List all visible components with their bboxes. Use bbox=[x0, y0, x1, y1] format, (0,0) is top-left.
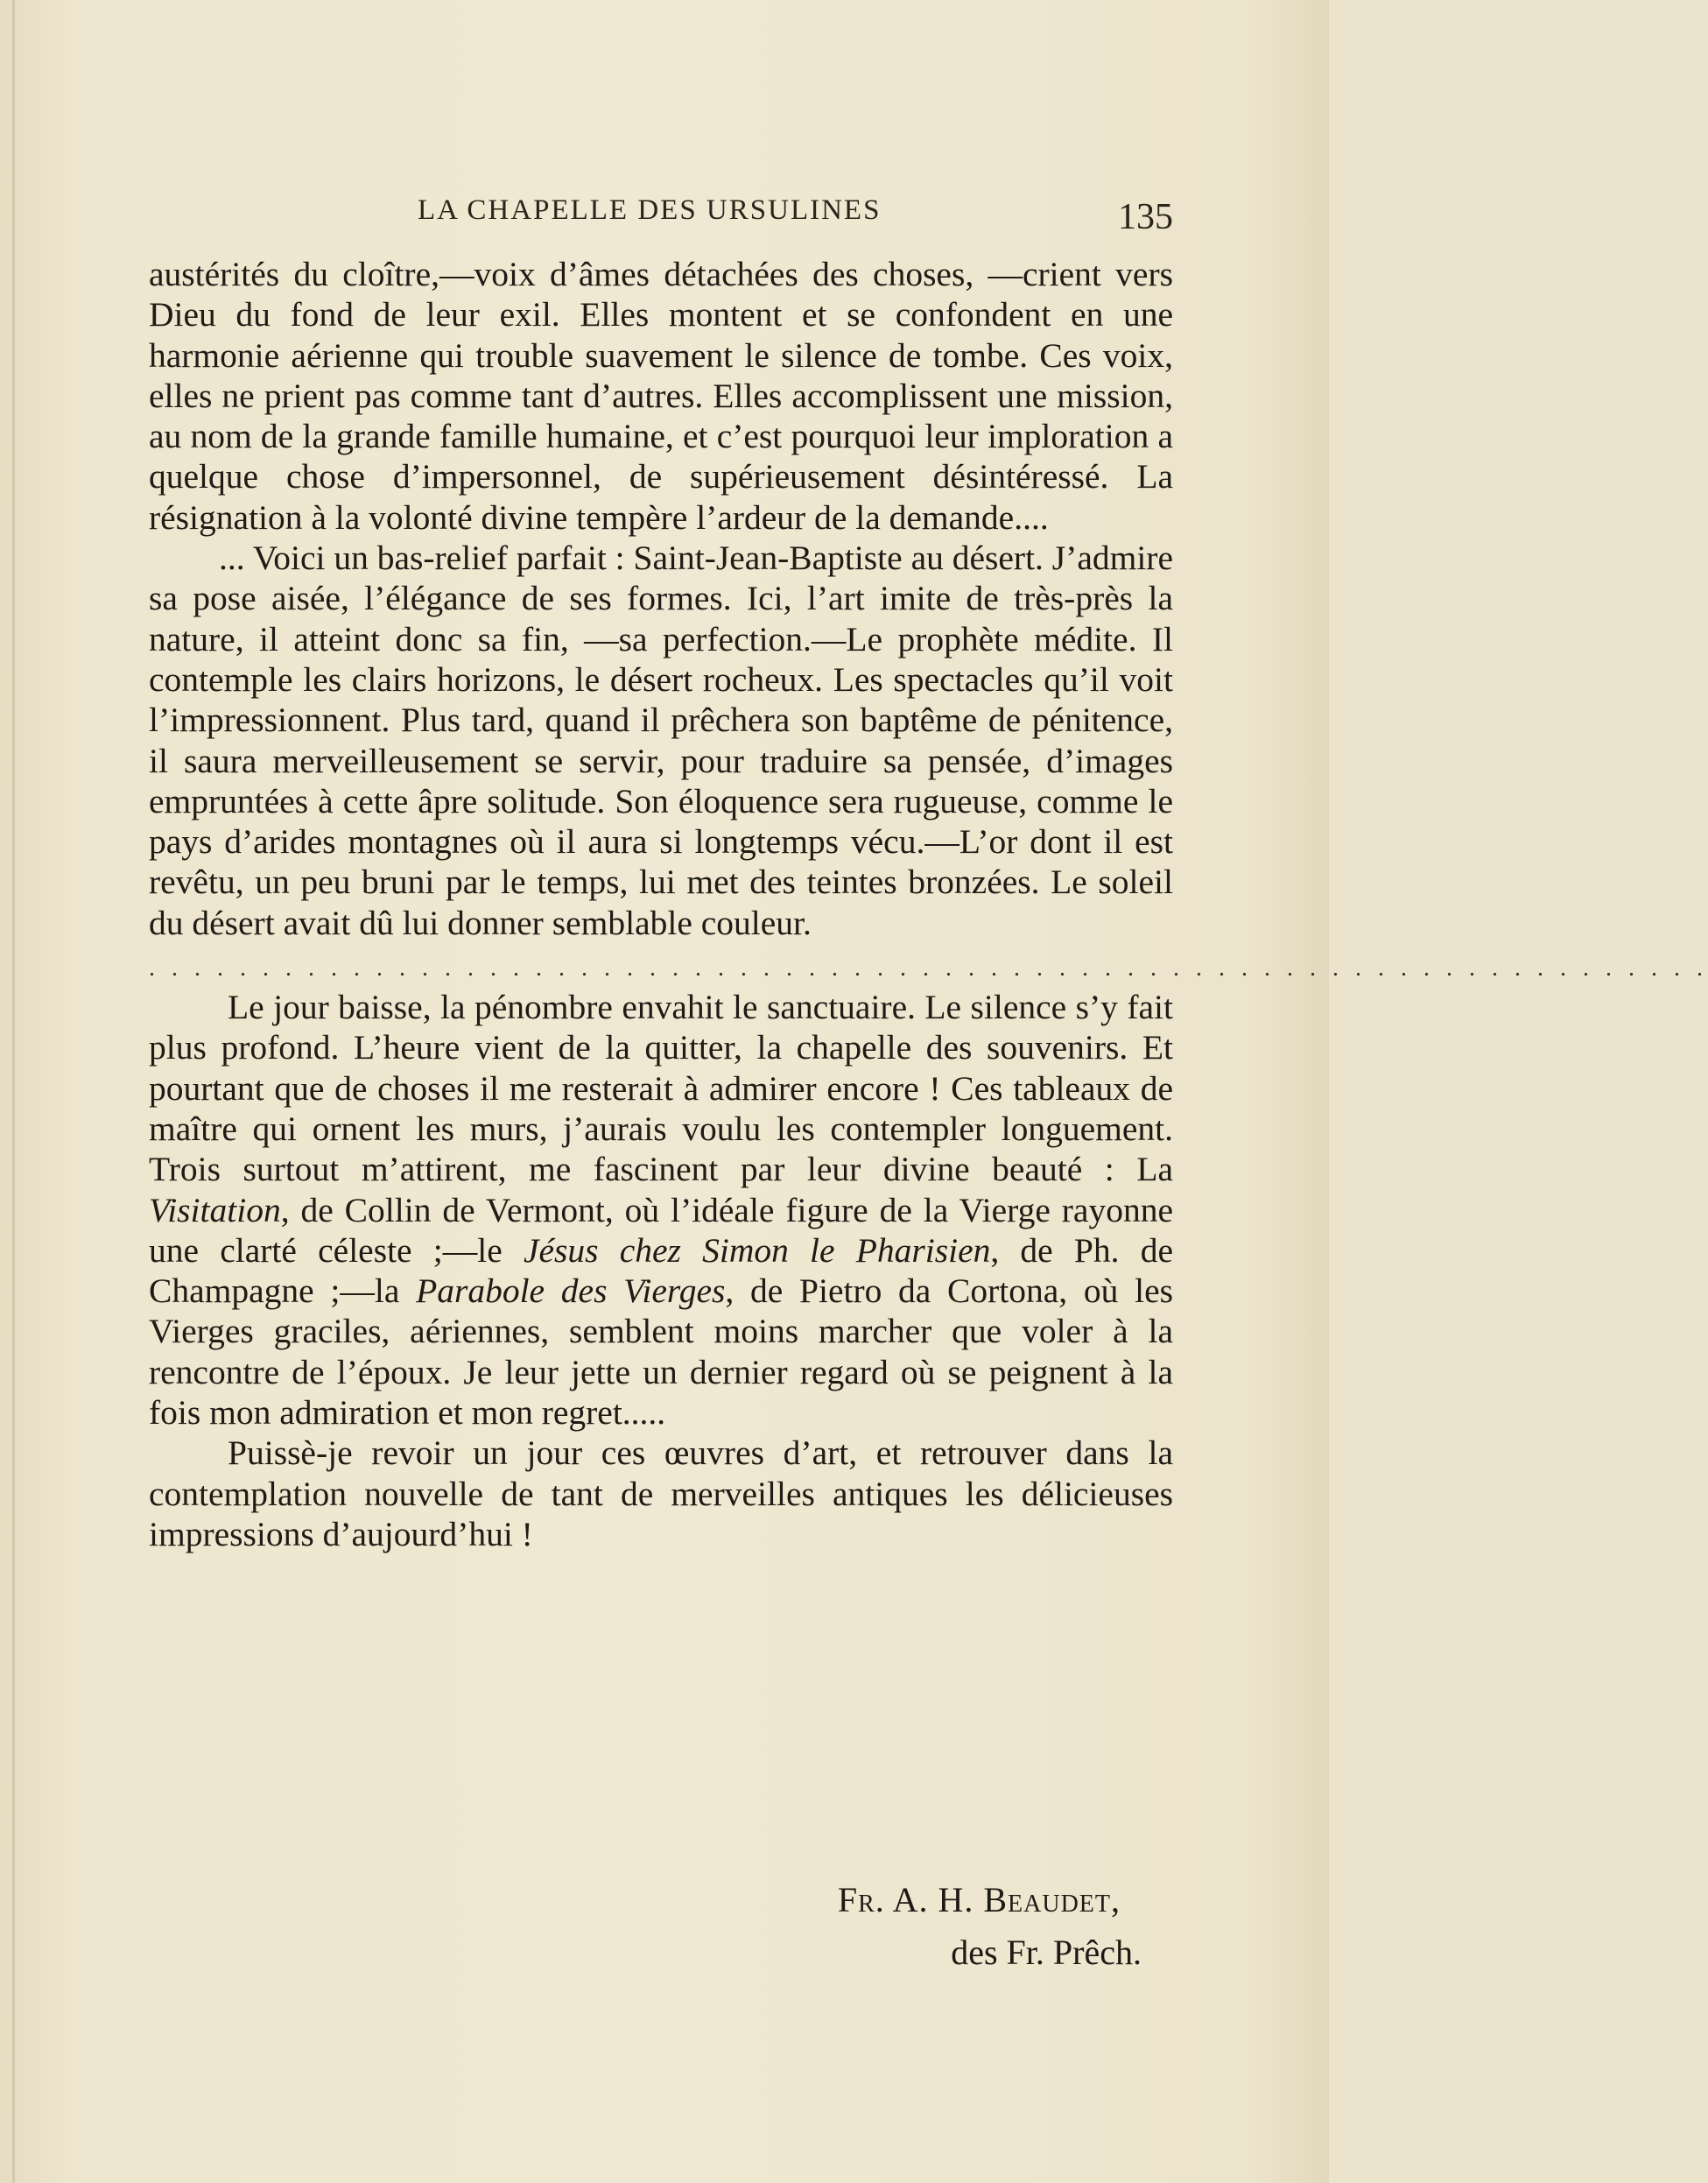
paintings-text-c: , de Ph. de Champagne ;—la bbox=[149, 1230, 1173, 1311]
page-number: 135 bbox=[1118, 197, 1173, 237]
page-header bbox=[149, 194, 1173, 238]
paragraph-cloister-voices: austérités du cloître,—voix d’âmes détachées des choses, —crient vers Dieu du fond de leur exil. Elles montent et se confondent en une harmonie aérienne qui trouble suavement le silence de tombe. Ces voix, elles ne prient pas comme tant d’autres. Elles accomplissent une mission, au nom de la grande famille humaine, et c’est pourquoi leur imploration a quelque chose d’impersonnel, de supérieusement désintéressé. La résignation à la volonté divine tempère l’ardeur de la demande.... bbox=[149, 255, 1173, 537]
author-name: Fr. A. H. Beaudet, bbox=[837, 1880, 1121, 1919]
article-body bbox=[149, 254, 1708, 1554]
running-title: LA CHAPELLE DES URSULINES bbox=[418, 194, 882, 226]
title-visitation: Visitation bbox=[149, 1190, 281, 1229]
paragraph-bas-relief: ... Voici un bas-relief parfait : Saint-Jean-Baptiste au désert. J’admire sa pose aisée, l’élégance de ses formes. Ici, l’art imite de très-près la nature, il atteint donc sa fin, —sa perfection.—Le prophète médite. Il contemple les clairs horizons, le désert rocheux. Les spectacles qu’il voit l’impressionnent. Plus tard, quand il prêchera son baptême de pénitence, il saura merveilleusement se servir, pour traduire sa pensée, d’images empruntées à cette âpre solitude. Son éloquence sera rugueuse, comme le pays d’arides montagnes où il aura si longtemps vécu.—L’or dont il est revêtu, un peu bruni par le temps, lui met des teintes bronzées. Le soleil du désert avait dû lui donner semblable couleur. bbox=[149, 539, 1173, 942]
paintings-text-d: , de Pietro da Cortona, où les Vierges graciles, aériennes, semblent moins marcher que voler à la rencontre de l’époux. Je leur jette un dernier regard où se peignent à la fois mon admiration et mon regret..... bbox=[149, 1271, 1173, 1433]
page-gutter bbox=[12, 0, 15, 2183]
paragraph-closing: Puissè-je revoir un jour ces œuvres d’art, et retrouver dans la contemplation nouvelle de tant de merveilles antiques les délicieuses impressions d’aujourd’hui ! bbox=[149, 1433, 1173, 1553]
title-jesus-chez-simon: Jésus chez Simon le Pharisien bbox=[523, 1230, 991, 1270]
author-order: des Fr. Prêch. bbox=[951, 1933, 1142, 1972]
title-parabole-des-vierges: Parabole des Vierges bbox=[416, 1271, 726, 1311]
paintings-text-b: , de Collin de Vermont, où l’idéale figure de la Vierge rayonne une clarté céleste ;—le bbox=[149, 1190, 1173, 1270]
paintings-text-a: Le jour baisse, la pénombre envahit le sanctuaire. Le silence s’y fait plus profond. L’heure vient de la quitter, la chapelle des souvenirs. Et pourtant que de choses il me resterait à admirer encore ! Ces tableaux de maître qui ornent les murs, j’aurais voulu les contempler longuement. Trois surtout m’attirent, me fascinent par leur divine beauté : La bbox=[149, 988, 1173, 1189]
signature-block bbox=[149, 1874, 1156, 1979]
paragraph-paintings bbox=[149, 987, 1173, 1433]
dotted-separator: . . . . . . . . . . . . . . . . . . . . . . . . . . . . . . . . . . . . . . . . . . . . . . . . . . . . . . . . . . . . . . . . . . . . . bbox=[149, 954, 1708, 982]
